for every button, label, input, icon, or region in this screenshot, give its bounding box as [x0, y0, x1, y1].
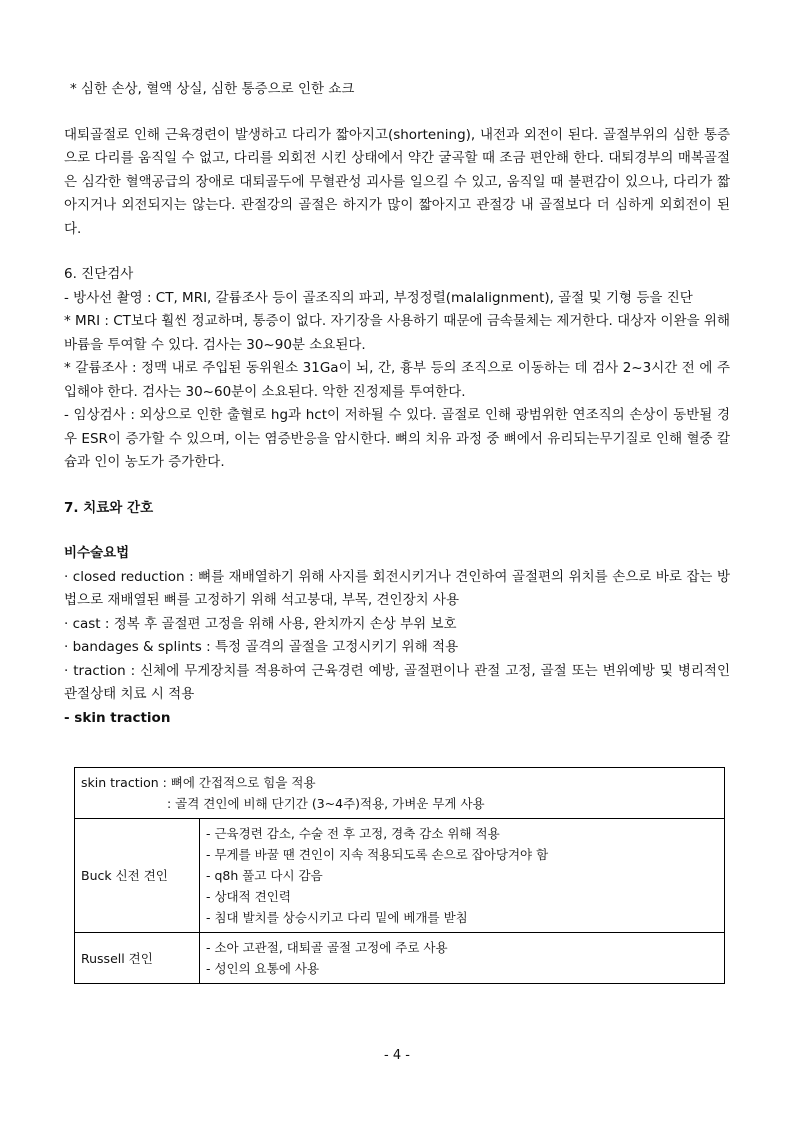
list-item: - 성인의 요통에 사용	[206, 961, 320, 976]
treat-cast: · cast : 정복 후 골절편 고정을 위해 사용, 완치까지 손상 부위 보호	[64, 615, 457, 632]
list-item: - 상대적 견인력	[206, 889, 291, 904]
treat-heading: 7. 치료와 간호	[64, 499, 154, 516]
diag-heading: 6. 진단검사	[64, 266, 134, 282]
table-header-line1: skin traction : 뼈에 간접적으로 힘을 적용	[81, 775, 316, 790]
list-item: - q8h 풀고 다시 감음	[206, 868, 323, 883]
table-header-row	[75, 768, 725, 819]
diag-gallium: * 갈륨조사 : 정맥 내로 주입된 동위원소 31Ga이 뇌, 간, 흉부 등의 조직으로 이동하는 데 검사 2~3시간 전 에 주입해야 한다. 검사는 30~60분이 소요된다. 악한 진정제를 투여한다.	[64, 360, 730, 400]
nonsurg-heading: 비수술요법	[64, 545, 130, 561]
shock-line: * 심한 손상, 혈액 상실, 심한 통증으로 인한 쇼크	[70, 81, 355, 97]
table-row-items	[200, 819, 725, 933]
treat-traction: · traction : 신체에 무게장치를 적용하여 근육경련 예방, 골절편이나 관절 고정, 골절 또는 변위예방 및 병리적인 관절상태 치료 시 적용	[64, 662, 730, 702]
list-item: - 소아 고관절, 대퇴골 골절 고정에 주로 사용	[206, 940, 448, 955]
diag-radiology: - 방사선 촬영 : CT, MRI, 갈륨조사 등이 골조직의 파괴, 부정정렬(malalignment), 골절 및 기형 등을 진단	[64, 289, 693, 306]
table-row-items	[200, 933, 725, 984]
diag-clinical: - 임상검사 : 외상으로 인한 출혈로 hg과 hct이 저하될 수 있다. 골절로 인해 광범위한 연조직의 손상이 동반될 경우 ESR이 증가할 수 있으며, 이는 염증반응을 암시한다. 뼈의 치유 과정 중 뼈에서 유리되는무기질로 인해 혈중 칼슘과 인이 농도가 증가한다.	[64, 407, 730, 470]
table-header-line2: : 골격 견인에 비해 단기간 (3~4주)적용, 가벼운 무게 사용	[167, 796, 485, 811]
table-row-name: Russell 견인	[75, 933, 200, 984]
treat-closed: · closed reduction : 뼈를 재배열하기 위해 사지를 회전시키거나 견인하여 골절편의 위치를 손으로 바로 잡는 방법으로 재배열된 뼈를 고정하기 위해 석고붕대, 부목, 견인장치 사용	[64, 568, 730, 608]
list-item: - 근육경련 감소, 수술 전 후 고정, 경축 감소 위해 적용	[206, 826, 500, 841]
table-row-name: Buck 신전 견인	[75, 819, 200, 933]
fracture-paragraph: 대퇴골절로 인해 근육경련이 발생하고 다리가 짧아지고(shortening), 내전과 외전이 된다. 골절부위의 심한 통증으로 다리를 움직일 수 없고, 다리를 외회전 시킨 상태에서 약간 굴곡할 때 조금 편안해 한다. 대퇴경부의 매복골절은 심각한 혈액공급의 장애로 대퇴골두에 무혈관성 괴사를 일으킬 수 있고, 움직일 때 불편감이 있으나, 다리가 짧아지거나 외전되지는 않는다. 관절강의 골절은 하지가 많이 짧아지고 관절강 내 골절보다 더 심하게 외회전이 된다.	[64, 126, 730, 237]
table-header-cell	[75, 768, 725, 819]
skin-traction-heading: - skin traction	[64, 709, 171, 726]
list-item: - 무게를 바꿀 땐 견인이 지속 적용되도록 손으로 잡아당겨야 함	[206, 847, 549, 862]
treat-bandages: · bandages & splints : 특정 골격의 골절을 고정시키기 위해 적용	[64, 639, 459, 655]
table-row	[75, 933, 725, 984]
list-item: - 침대 발치를 상승시키고 다리 밑에 베개를 받침	[206, 910, 468, 925]
document-body	[64, 78, 730, 730]
diag-mri: * MRI : CT보다 훨씬 정교하며, 통증이 없다. 자기장을 사용하기 때문에 금속물체는 제거한다. 대상자 이완을 위해 바륨을 투여할 수 있다. 검사는 30~90분 소요된다.	[64, 313, 730, 353]
page-number: - 4 -	[384, 1048, 410, 1063]
traction-table	[74, 767, 725, 984]
table-row	[75, 819, 725, 933]
